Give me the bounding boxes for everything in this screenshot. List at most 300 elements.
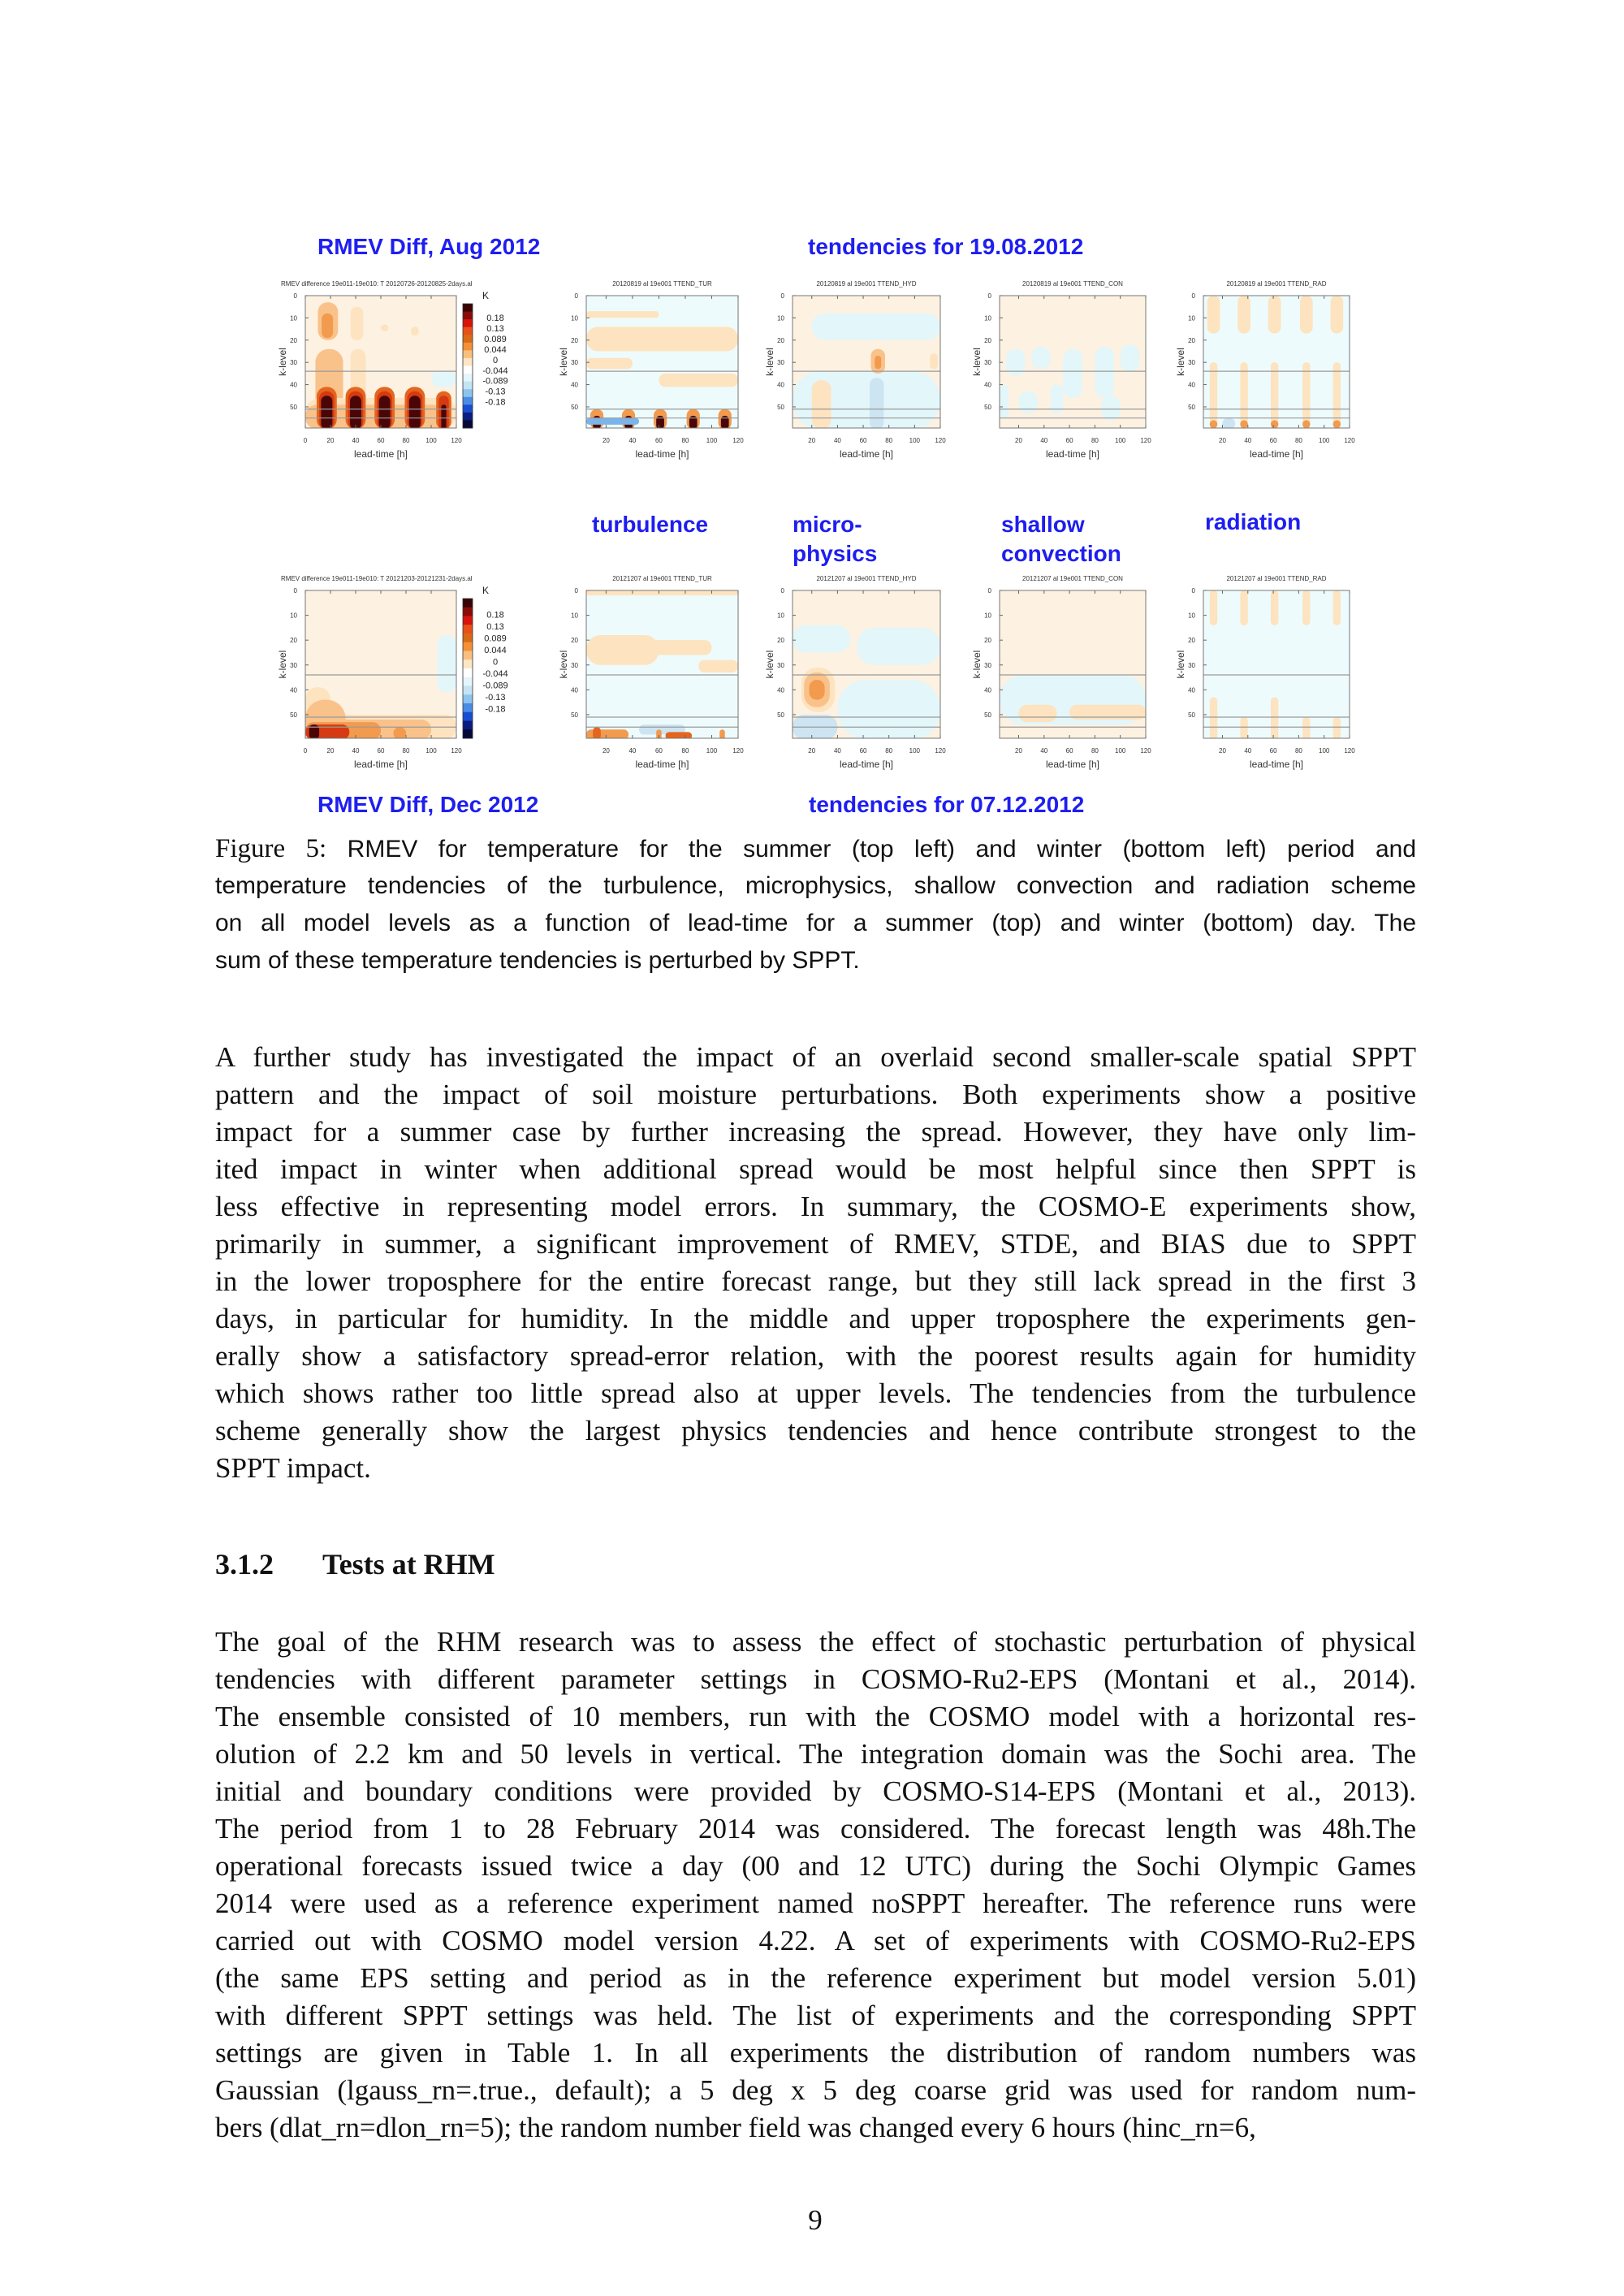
panel-bottom-3 [971, 575, 1151, 770]
text-line: Gaussian (lgauss_rn=.true., default); a 5 deg x 5 deg coarse grid was used for random num- [215, 2074, 1416, 2106]
label-microphysics-1: micro- [793, 512, 862, 537]
caption-line: RMEV for temperature for the summer (top left) and winter (bottom left) period and [326, 836, 1416, 863]
contour-region [1101, 396, 1120, 420]
x-tick-label: 40 [352, 437, 360, 444]
contour-region [409, 396, 421, 429]
y-tick-label: 10 [571, 314, 578, 322]
contour-region [1302, 420, 1310, 428]
x-tick-label: 60 [654, 437, 663, 444]
contour-region [586, 326, 738, 351]
figure-caption [215, 830, 1416, 979]
colorbar-swatch [463, 721, 473, 730]
x-axis-label: lead-time [h] [1249, 759, 1304, 770]
contour-region [1207, 296, 1220, 334]
text-line: ited impact in winter when additional spread would be most helpful since then SPPT is [215, 1153, 1416, 1185]
colorbar-label: 0.18 [486, 610, 504, 620]
x-tick-label: 120 [732, 437, 744, 444]
colorbar-label: -0.044 [482, 365, 508, 376]
contour-region [586, 311, 659, 318]
panel-title: 20120819 al 19e001 TTEND_HYD [816, 280, 917, 288]
contour-region [1240, 362, 1247, 429]
contour-region [1240, 590, 1247, 625]
text-line: bers (dlat_rn=dlon_rn=5); the random number field was changed every 6 hours (hinc_rn=6, [215, 2112, 1256, 2143]
text-line: with different SPPT settings was held. The list of experiments and the corresponding SPPT [215, 2000, 1416, 2031]
caption-line: sum of these temperature tendencies is perturbed by SPPT. [215, 947, 860, 974]
y-tick-label: 10 [1188, 314, 1195, 322]
panel-title: 20120819 al 19e001 TTEND_RAD [1226, 280, 1327, 288]
x-tick-label: 80 [1091, 747, 1099, 755]
x-tick-label: 0 [303, 747, 308, 755]
contour-region [1237, 296, 1250, 334]
y-tick-label: 20 [571, 336, 578, 344]
y-tick-label: 0 [987, 292, 991, 300]
y-tick-label: 10 [290, 612, 297, 620]
x-tick-label: 40 [352, 747, 360, 755]
y-axis-label: k-level [277, 650, 288, 679]
page-number: 9 [808, 2204, 823, 2236]
x-tick-label: 100 [425, 747, 437, 755]
text-line: The ensemble consisted of 10 members, run with the COSMO model with a horizontal res- [215, 1701, 1416, 1732]
x-tick-label: 80 [402, 437, 410, 444]
contour-region [321, 396, 332, 429]
contour-region [379, 396, 391, 429]
colorbar-swatch [463, 677, 473, 686]
x-axis-label: lead-time [h] [839, 448, 894, 460]
contour-region [1300, 296, 1313, 334]
colorbar-swatch [463, 659, 473, 668]
colorbar-label: 0.13 [486, 621, 504, 632]
contour-region [586, 590, 738, 595]
y-tick-label: 40 [777, 381, 784, 389]
y-tick-label: 10 [1188, 612, 1195, 620]
x-tick-label: 20 [602, 437, 610, 444]
text-line: olution of 2.2 km and 50 levels in vertical. The integration domain was the Sochi area. The [215, 1738, 1416, 1770]
colorbar-swatch [463, 633, 473, 642]
x-tick-label: 40 [628, 747, 637, 755]
contour-region [431, 371, 456, 387]
colorbar-label: -0.089 [482, 681, 508, 691]
contour-region [586, 358, 633, 370]
contour-fills [793, 625, 940, 740]
contour-region [1018, 705, 1056, 722]
colorbar-swatch [463, 343, 473, 351]
x-tick-label: 120 [1344, 747, 1355, 755]
x-tick-label: 60 [1065, 437, 1073, 444]
x-tick-label: 40 [1244, 437, 1252, 444]
contour-region [812, 380, 831, 429]
colorbar-swatch [463, 397, 473, 405]
panel-title: 20120819 al 19e001 TTEND_TUR [612, 280, 712, 288]
label-tendencies-top: tendencies for 19.08.2012 [808, 234, 1084, 259]
contour-region [793, 625, 850, 653]
text-line: impact for a summer case by further increasing the spread. However, they have only lim- [215, 1116, 1416, 1148]
x-tick-label: 100 [1319, 747, 1330, 755]
text-line: The goal of the RHM research was to assess the effect of stochastic perturbation of physical [215, 1626, 1416, 1658]
colorbar-label: -0.044 [482, 668, 508, 679]
text-line: The period from 1 to 28 February 2014 was considered. The forecast length was 48h.The [215, 1813, 1416, 1844]
contour-region [1210, 420, 1217, 428]
x-tick-label: 100 [909, 747, 921, 755]
x-tick-label: 120 [1344, 437, 1355, 444]
x-axis-label: lead-time [h] [1045, 759, 1100, 770]
y-tick-label: 50 [777, 711, 784, 719]
contour-region [659, 374, 738, 387]
panel-title: 20121207 al 19e001 TTEND_RAD [1226, 575, 1327, 582]
colorbar-swatch [463, 616, 473, 625]
y-tick-label: 40 [1188, 686, 1195, 694]
contour-region [1210, 362, 1217, 429]
y-tick-label: 20 [571, 637, 578, 645]
text-line: less effective in representing model errors. In summary, the COSMO-E experiments show, [215, 1191, 1416, 1222]
y-tick-label: 30 [984, 359, 991, 367]
colorbar-swatch [463, 382, 473, 390]
colorbar [463, 290, 508, 429]
contour-region [1031, 347, 1050, 369]
y-tick-label: 50 [571, 711, 578, 719]
x-tick-label: 80 [681, 747, 689, 755]
y-tick-label: 30 [290, 359, 297, 367]
colorbar-label: 0 [492, 657, 499, 668]
contour-region [1333, 590, 1341, 625]
contour-region [810, 680, 825, 699]
y-tick-label: 0 [1191, 292, 1195, 300]
y-axis-label: k-level [558, 348, 569, 376]
contour-region [812, 313, 940, 340]
text-line: tendencies with different parameter settings in COSMO-Ru2-EPS (Montani et al., 2014). [215, 1663, 1416, 1695]
panel-bottom-4 [1175, 575, 1355, 770]
y-tick-label: 30 [984, 661, 991, 669]
colorbar-swatch [463, 703, 473, 712]
colorbar-swatch [463, 304, 473, 312]
text-line: (the same EPS setting and period as in the reference experiment but model version 5.01) [215, 1962, 1416, 1994]
text-line: pattern and the impact of soil moisture perturbations. Both experiments show a positive [215, 1079, 1416, 1110]
x-tick-label: 100 [1115, 747, 1126, 755]
panel-top-4 [1175, 280, 1355, 460]
caption-line: on all model levels as a function of lead-time for a summer (top) and winter (bottom) day. The [215, 910, 1416, 936]
y-tick-label: 20 [1188, 637, 1195, 645]
y-tick-label: 20 [777, 637, 784, 645]
y-tick-label: 30 [1188, 661, 1195, 669]
text-line: in the lower troposphere for the entire forecast range, but they still lack spread in the first 3 [215, 1265, 1416, 1297]
y-tick-label: 30 [571, 661, 578, 669]
colorbar-label: 0.044 [484, 645, 507, 655]
x-tick-label: 40 [833, 747, 841, 755]
label-shallow-convection-1: shallow [1001, 512, 1085, 537]
colorbar-unit: K [482, 290, 490, 301]
section-number: 3.1.2 [215, 1548, 274, 1580]
x-tick-label: 80 [885, 747, 893, 755]
x-tick-label: 40 [1040, 747, 1048, 755]
x-axis-label: lead-time [h] [635, 759, 689, 770]
contour-region [1000, 385, 1009, 418]
y-tick-label: 40 [290, 381, 297, 389]
y-tick-label: 0 [574, 292, 578, 300]
y-tick-label: 50 [290, 403, 297, 411]
y-tick-label: 20 [777, 336, 784, 344]
colorbar-label: 0.044 [484, 344, 507, 355]
text-line: erally show a satisfactory spread-error relation, with the poorest results again for humidity [215, 1340, 1416, 1372]
colorbar-swatch [463, 319, 473, 327]
x-tick-label: 120 [1140, 747, 1151, 755]
x-tick-label: 20 [1219, 437, 1226, 444]
contour-region [1240, 420, 1247, 428]
text-line: operational forecasts issued twice a day (00 and 12 UTC) during the Sochi Olympic Games [215, 1850, 1416, 1882]
y-tick-label: 50 [777, 403, 784, 411]
panel-top-3 [971, 280, 1151, 460]
section-title: Tests at RHM [322, 1548, 495, 1580]
label-microphysics-2: physics [793, 541, 878, 566]
contour-region [593, 727, 601, 739]
colorbar-swatch [463, 712, 473, 721]
panel-top-0 [277, 280, 508, 460]
y-axis-label: k-level [971, 348, 983, 376]
y-tick-label: 20 [290, 336, 297, 344]
x-tick-label: 20 [326, 747, 335, 755]
x-tick-label: 20 [1219, 747, 1226, 755]
x-axis-label: lead-time [h] [1045, 448, 1100, 460]
contour-region [1302, 362, 1310, 429]
x-tick-label: 20 [1015, 747, 1022, 755]
y-tick-label: 0 [574, 587, 578, 595]
text-line: A further study has investigated the impact of an overlaid second smaller-scale spatial SPPT [215, 1041, 1416, 1073]
x-tick-label: 20 [326, 437, 335, 444]
x-tick-label: 60 [654, 747, 663, 755]
text-line: scheme generally show the largest physics tendencies and hence contribute strongest to the [215, 1415, 1416, 1446]
panel-bottom-2 [764, 575, 946, 770]
contour-region [411, 326, 418, 335]
colorbar-label: -0.18 [485, 704, 506, 715]
label-rmev-aug: RMEV Diff, Aug 2012 [317, 234, 541, 259]
x-tick-label: 60 [1269, 747, 1277, 755]
colorbar-swatch [463, 651, 473, 660]
x-tick-label: 80 [1091, 437, 1099, 444]
y-tick-label: 10 [984, 314, 991, 322]
colorbar-label: 0.089 [484, 335, 507, 345]
x-tick-label: 60 [1065, 747, 1073, 755]
x-tick-label: 20 [808, 437, 816, 444]
contour-region [1271, 420, 1278, 428]
contour-region [322, 313, 333, 338]
x-tick-label: 80 [1294, 747, 1302, 755]
panel-title: 20121207 al 19e001 TTEND_HYD [816, 575, 917, 582]
y-tick-label: 10 [290, 314, 297, 322]
colorbar [463, 585, 508, 739]
contour-region [837, 680, 940, 739]
text-line: primarily in summer, a significant improvement of RMEV, STDE, and BIAS due to SPPT [215, 1228, 1416, 1260]
x-tick-label: 80 [885, 437, 893, 444]
colorbar-swatch [463, 642, 473, 651]
x-tick-label: 120 [451, 747, 462, 755]
y-tick-label: 30 [1188, 359, 1195, 367]
y-tick-label: 30 [777, 359, 784, 367]
colorbar-swatch [463, 608, 473, 616]
contour-region [586, 418, 639, 425]
x-tick-label: 20 [602, 747, 610, 755]
y-tick-label: 20 [1188, 336, 1195, 344]
contour-region [351, 307, 364, 340]
y-tick-label: 30 [290, 661, 297, 669]
contour-region [1018, 391, 1037, 413]
contour-region [1095, 347, 1113, 398]
y-tick-label: 40 [984, 381, 991, 389]
label-rmev-dec: RMEV Diff, Dec 2012 [317, 792, 539, 817]
contour-region [633, 640, 712, 655]
paragraph-rhm-tests [215, 1624, 1416, 2147]
panel-title: 20121207 al 19e001 TTEND_TUR [612, 575, 712, 582]
y-tick-label: 0 [293, 587, 297, 595]
y-tick-label: 20 [984, 637, 991, 645]
y-tick-label: 20 [290, 637, 297, 645]
y-tick-label: 40 [777, 686, 784, 694]
x-tick-label: 80 [1294, 437, 1302, 444]
x-tick-label: 40 [833, 437, 841, 444]
text-line: which shows rather too little spread also at upper levels. The tendencies from the turbulence [215, 1377, 1416, 1409]
colorbar-label: 0.18 [486, 313, 504, 324]
panel-title: 20121207 al 19e001 TTEND_CON [1022, 575, 1123, 582]
y-tick-label: 50 [290, 711, 297, 719]
contour-region [394, 727, 407, 739]
y-tick-label: 40 [571, 686, 578, 694]
y-tick-label: 0 [293, 292, 297, 300]
contour-region [1333, 362, 1341, 429]
colorbar-swatch [463, 358, 473, 366]
panel-bottom-1 [558, 575, 744, 770]
contour-region [1271, 698, 1278, 740]
colorbar-swatch [463, 327, 473, 335]
y-tick-label: 0 [780, 292, 784, 300]
contour-region [1210, 698, 1217, 740]
contour-region [857, 628, 940, 665]
contour-region [1302, 717, 1310, 740]
y-axis-label: k-level [1175, 348, 1186, 376]
panel-top-1 [558, 280, 744, 460]
y-tick-label: 20 [984, 336, 991, 344]
panel-title: RMEV difference 19e011-19e010: T 20121203-20121231-2days.al [281, 575, 473, 582]
contour-region [1302, 590, 1310, 625]
contour-region [1121, 344, 1139, 371]
colorbar-label: -0.13 [485, 387, 506, 397]
x-tick-label: 0 [303, 437, 308, 444]
x-tick-label: 120 [935, 747, 946, 755]
section-heading [215, 1547, 495, 1581]
panel-bottom-0 [277, 575, 508, 770]
colorbar-label: -0.18 [485, 397, 506, 408]
y-axis-label: k-level [1175, 650, 1186, 679]
text-line: settings are given in Table 1. In all experiments the distribution of random numbers was [215, 2037, 1416, 2069]
contour-region [1331, 296, 1344, 334]
y-tick-label: 50 [571, 403, 578, 411]
text-line: 2014 were used as a reference experiment named noSPPT hereafter. The reference runs were [215, 1887, 1416, 1919]
y-tick-label: 50 [1188, 403, 1195, 411]
contour-region [1268, 296, 1281, 334]
colorbar-unit: K [482, 585, 490, 596]
x-tick-label: 80 [402, 747, 410, 755]
x-tick-label: 100 [909, 437, 921, 444]
contour-region [350, 396, 361, 429]
colorbar-swatch [463, 350, 473, 358]
y-tick-label: 30 [571, 359, 578, 367]
y-tick-label: 40 [290, 686, 297, 694]
x-tick-label: 60 [377, 747, 385, 755]
y-tick-label: 0 [987, 587, 991, 595]
colorbar-swatch [463, 729, 473, 738]
colorbar-swatch [463, 599, 473, 608]
colorbar-swatch [463, 420, 473, 428]
figure-5-panels [0, 0, 1624, 812]
colorbar-swatch [463, 404, 473, 413]
x-tick-label: 80 [681, 437, 689, 444]
contour-region [930, 353, 937, 369]
x-tick-label: 100 [425, 437, 437, 444]
colorbar-swatch [463, 335, 473, 343]
y-tick-label: 40 [1188, 381, 1195, 389]
x-axis-label: lead-time [h] [1249, 448, 1304, 460]
contour-region [870, 378, 883, 429]
colorbar-label: 0.13 [486, 324, 504, 335]
y-axis-label: k-level [277, 348, 288, 376]
x-tick-label: 40 [1244, 747, 1252, 755]
y-tick-label: 50 [1188, 711, 1195, 719]
colorbar-swatch [463, 625, 473, 633]
label-turbulence: turbulence [592, 512, 709, 537]
y-tick-label: 0 [1191, 587, 1195, 595]
y-tick-label: 0 [780, 587, 784, 595]
caption-label: Figure 5: [215, 834, 327, 863]
x-tick-label: 60 [377, 437, 385, 444]
x-tick-label: 40 [1040, 437, 1048, 444]
colorbar-swatch [463, 686, 473, 695]
x-tick-label: 40 [628, 437, 637, 444]
text-line: initial and boundary conditions were provided by COSMO-S14-EPS (Montani et al., 2013). [215, 1775, 1416, 1807]
contour-region [438, 635, 456, 692]
panel-title: RMEV difference 19e011-19e010: T 20120726-20120825-2days.al [281, 280, 473, 288]
contour-region [1063, 349, 1082, 398]
x-tick-label: 100 [1115, 437, 1126, 444]
x-tick-label: 100 [706, 437, 718, 444]
label-radiation: radiation [1205, 509, 1302, 534]
contour-region [875, 356, 881, 369]
caption-line: temperature tendencies of the turbulence, microphysics, shallow convection and radiation scheme [215, 872, 1416, 899]
contour-region [1240, 717, 1247, 740]
contour-region [1333, 717, 1341, 740]
x-tick-label: 60 [1269, 437, 1277, 444]
colorbar-label: -0.089 [482, 376, 508, 387]
contour-region [1210, 590, 1217, 625]
x-tick-label: 20 [1015, 437, 1022, 444]
contour-region [1222, 418, 1235, 430]
y-tick-label: 50 [984, 711, 991, 719]
y-axis-label: k-level [764, 348, 775, 376]
y-axis-label: k-level [558, 650, 569, 679]
x-axis-label: lead-time [h] [635, 448, 689, 460]
colorbar-swatch [463, 413, 473, 421]
colorbar-swatch [463, 389, 473, 397]
contour-region [1271, 362, 1278, 429]
contour-region [441, 404, 446, 429]
y-tick-label: 10 [571, 612, 578, 620]
x-axis-label: lead-time [h] [353, 759, 408, 770]
x-tick-label: 120 [732, 747, 744, 755]
text-line: carried out with COSMO model version 4.22. A set of experiments with COSMO-Ru2-EPS [215, 1925, 1416, 1957]
x-axis-label: lead-time [h] [353, 448, 408, 460]
x-tick-label: 60 [859, 437, 867, 444]
y-tick-label: 10 [984, 612, 991, 620]
text-line: SPPT impact. [215, 1452, 371, 1484]
colorbar-label: -0.13 [485, 692, 506, 703]
y-tick-label: 50 [984, 403, 991, 411]
x-tick-label: 20 [808, 747, 816, 755]
label-tendencies-bottom: tendencies for 07.12.2012 [809, 792, 1085, 817]
